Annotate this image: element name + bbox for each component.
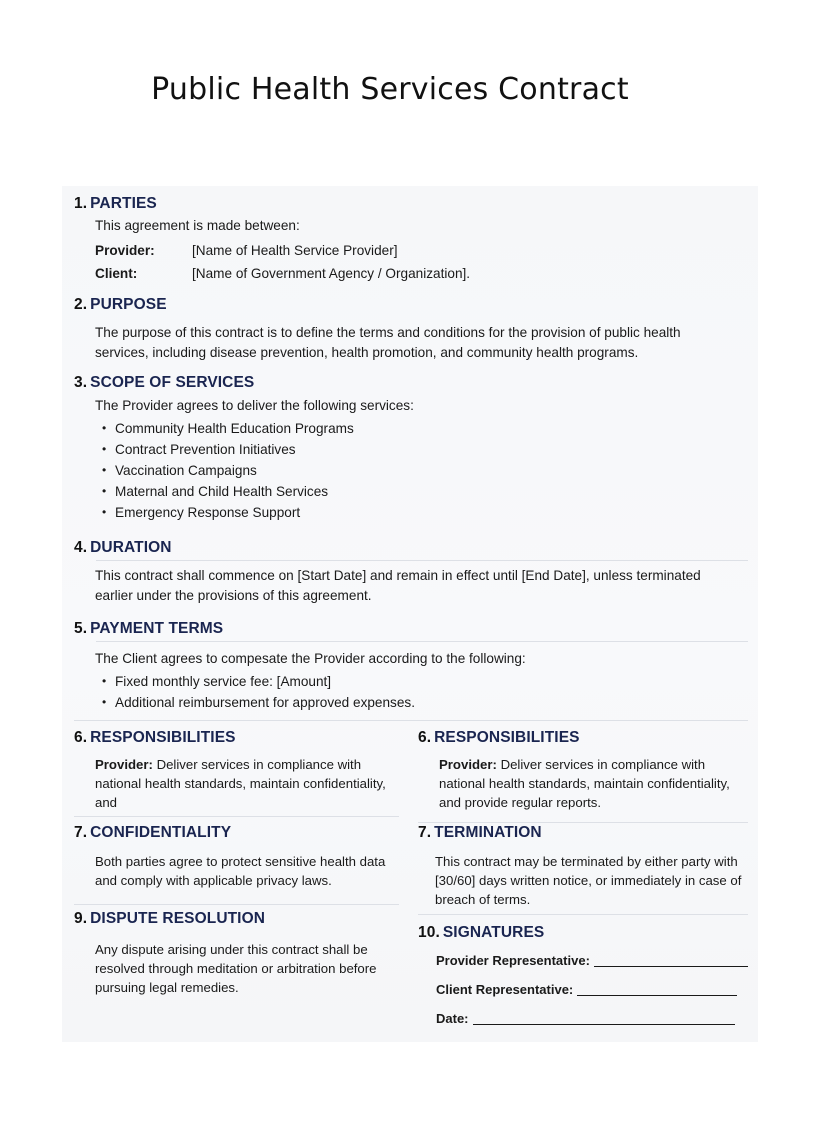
section-title: PAYMENT TERMS [90,620,224,637]
list-item: • Maternal and Child Health Services [95,481,744,502]
section-number: 7. [418,824,432,841]
responsibilities-right-text [418,755,739,812]
date-label: Date: [436,1011,469,1026]
page-title: Public Health Services Contract [151,72,629,107]
section-title: DURATION [90,539,172,556]
divider [96,641,748,642]
purpose-text: The purpose of this contract is to define the terms and conditions for the provision of public health services, including disease prevention, health promotion, and community health programs. [95,325,681,360]
section-termination [418,824,748,909]
client-name: [Name of Government Agency / Organization]. [192,266,471,281]
list-item: • Fixed monthly service fee: [Amount] [95,671,735,692]
confidentiality-text: Both parties agree to protect sensitive health data and comply with applicable privacy laws. [95,854,386,888]
divider [74,816,399,817]
section-title: DISPUTE RESOLUTION [90,910,266,927]
section-heading [418,824,748,842]
responsibilities-left-text [74,755,407,812]
provider-label: Provider: [95,757,153,772]
section-title: PARTIES [90,195,157,212]
section-title: SCOPE OF SERVICES [90,374,255,391]
list-item: • Contract Prevention Initiatives [95,439,744,460]
provider-name: [Name of Health Service Provider] [192,243,398,258]
payment-body [95,649,735,713]
client-signature-line[interactable] [577,995,737,996]
provider-signature-row [436,946,748,975]
list-item: • Additional reimbursement for approved expenses. [95,692,735,713]
list-item: • Vaccination Campaigns [95,460,744,481]
section-heading [74,620,744,638]
section-number: 7. [74,824,88,841]
section-heading [74,539,744,557]
section-number: 10. [418,924,440,941]
section-heading [74,910,404,928]
section-confidentiality [74,824,404,890]
section-dispute [74,910,404,997]
scope-intro: The Provider agrees to deliver the following services: [95,398,414,413]
date-line[interactable] [473,1024,735,1025]
section-heading [74,195,744,213]
section-title: TERMINATION [434,824,542,841]
divider [74,904,399,905]
section-heading [74,296,744,314]
client-label: Client: [95,266,138,281]
section-title: RESPONSIBILITIES [90,729,236,746]
provider-label: Provider: [439,757,497,772]
provider-party-row [95,239,744,262]
section-signatures [418,924,748,1033]
section-purpose [74,296,744,363]
provider-representative-label: Provider Representative: [436,953,590,968]
termination-text: This contract may be terminated by either party with [30/60] days written notice, or immediately in case of breach of terms. [435,854,742,907]
client-signature-row [436,975,748,1004]
section-number: 3. [74,374,88,391]
responsibilities-description: Deliver services in compliance with national health standards, maintain confidentiality, and provide regular reports. [439,757,730,810]
section-responsibilities-left [74,729,404,812]
divider [74,720,748,721]
client-representative-label: Client Representative: [436,982,574,997]
divider [96,560,748,561]
section-heading [74,824,404,842]
section-title: SIGNATURES [442,924,545,941]
provider-signature-line[interactable] [594,966,748,967]
section-title: RESPONSIBILITIES [434,729,580,746]
divider [418,822,748,823]
payment-intro: The Client agrees to compesate the Provider according to the following: [95,651,526,666]
section-number: 5. [74,620,88,637]
contract-sheet [62,186,758,1042]
section-number: 1. [74,195,88,212]
list-item: • Emergency Response Support [95,502,744,523]
date-row [436,1004,748,1033]
section-heading [74,729,404,747]
section-payment [74,620,744,638]
section-parties [74,195,744,285]
duration-text: This contract shall commence on [Start Date] and remain in effect until [End Date], unless terminated earlier under the provisions of this agreement. [95,568,701,603]
section-title: CONFIDENTIALITY [90,824,232,841]
section-heading [418,924,748,942]
section-number: 2. [74,296,88,313]
services-list [95,418,744,523]
section-duration [74,539,744,557]
client-party-row [95,262,744,285]
list-item: • Community Health Education Programs [95,418,744,439]
parties-intro: This agreement is made between: [95,218,300,233]
section-number: 9. [74,910,88,927]
section-number: 4. [74,539,88,556]
responsibilities-description: Deliver services in compliance with national health standards, maintain confidentiality, and [95,757,386,810]
divider [418,914,748,915]
section-scope [74,374,744,523]
section-heading [74,374,744,392]
section-number: 6. [74,729,88,746]
section-heading [418,729,748,747]
section-responsibilities-right [418,729,748,812]
provider-label: Provider: [95,243,155,258]
section-number: 6. [418,729,432,746]
section-title: PURPOSE [90,296,167,313]
payment-list [95,671,735,713]
dispute-text: Any dispute arising under this contract shall be resolved through meditation or arbitration before pursuing legal remedies. [95,942,377,995]
